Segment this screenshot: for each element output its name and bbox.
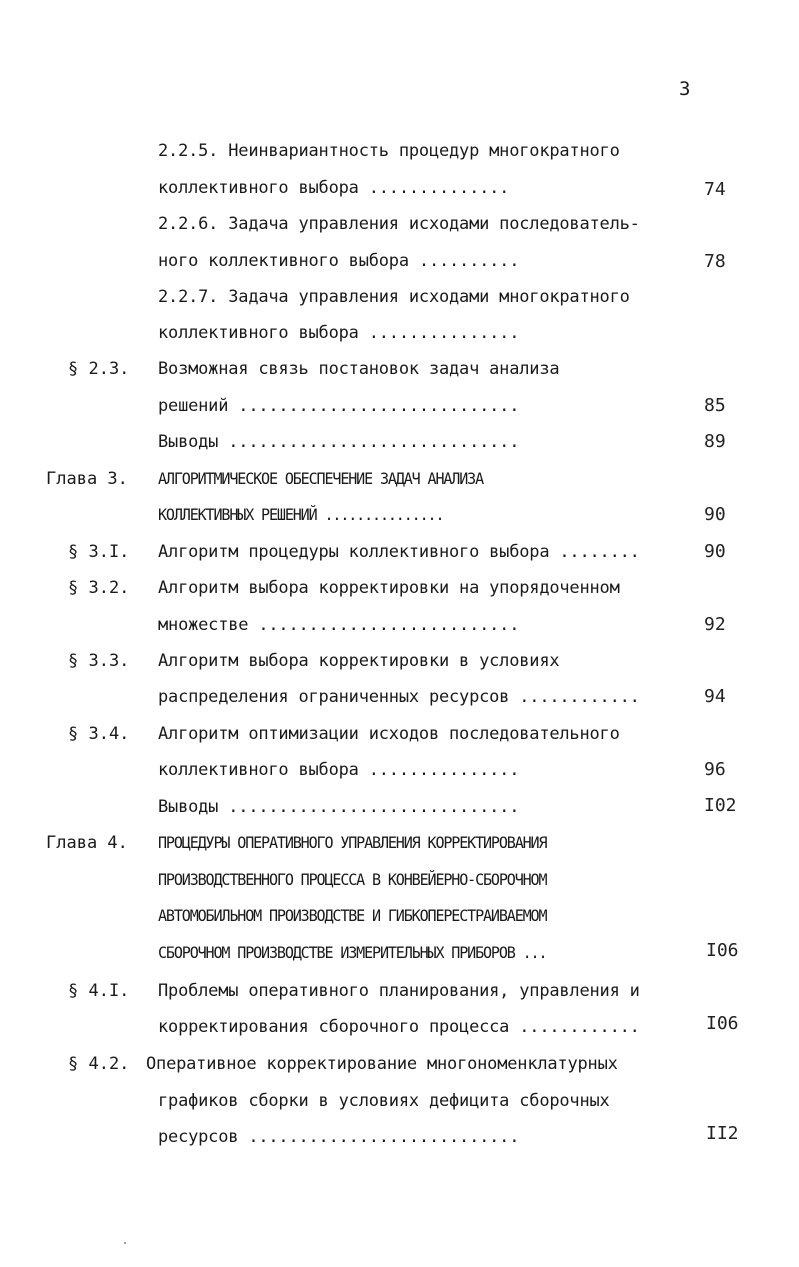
toc-label-chapter-4: Глава 4. [46, 833, 128, 853]
toc-entry-2-2-5-page: 74 [704, 179, 726, 200]
toc-entry-2-2-5-line-1: 2.2.5. Неинвариантность процедур многократного [158, 141, 620, 161]
toc-label-4-2: § 4.2. [68, 1054, 130, 1074]
toc-entry-3-4-line-2: коллективного выбора ............... [158, 760, 520, 780]
toc-label-3-4: § 3.4. [68, 724, 130, 744]
toc-entry-chapter-4-page: I06 [706, 940, 739, 961]
toc-entry-2-3-line-2: решений ............................ [158, 396, 520, 416]
toc-entry-conclusions-2-page: 89 [704, 431, 726, 452]
toc-entry-3-4-line-1: Алгоритм оптимизации исходов последовательного [158, 724, 620, 744]
toc-entry-chapter-4-line-1: ПРОЦЕДУРЫ ОПЕРАТИВНОГО УПРАВЛЕНИЯ КОРРЕКТИРОВАНИЯ [158, 833, 547, 852]
toc-entry-conclusions-2: Выводы ............................. [158, 432, 520, 452]
toc-entry-4-2-line-3: ресурсов ........................... [158, 1127, 520, 1147]
toc-entry-chapter-3-page: 90 [704, 504, 726, 525]
toc-label-chapter-3: Глава 3. [46, 469, 128, 489]
toc-entry-chapter-3-line-2: КОЛЛЕКТИВНЫХ РЕШЕНИЙ ............... [158, 505, 444, 524]
toc-entry-3-3-line-2: распределения ограниченных ресурсов ............ [158, 687, 640, 707]
toc-label-3-2: § 3.2. [68, 578, 130, 598]
toc-entry-3-4-page: 96 [704, 759, 726, 780]
page-number: 3 [679, 78, 691, 100]
toc-label-3-3: § 3.3. [68, 651, 130, 671]
toc-entry-2-3-line-1: Возможная связь постановок задач анализа [158, 359, 560, 379]
toc-entry-2-2-7-line-2: коллективного выбора ............... [158, 323, 520, 343]
toc-label-4-1: § 4.I. [68, 981, 130, 1001]
toc-entry-4-2-line-2: графиков сборки в условиях дефицита сборочных [158, 1091, 610, 1111]
toc-entry-4-2-line-1: Оперативное корректирование многономенклатурных [146, 1054, 618, 1074]
toc-entry-3-2-line-1: Алгоритм выбора корректировки на упорядоченном [158, 578, 620, 598]
toc-label-2-3: § 2.3. [68, 359, 130, 379]
toc-entry-2-2-6-page: 78 [704, 251, 726, 272]
toc-entry-chapter-4-line-2: ПРОИЗВОДСТВЕННОГО ПРОЦЕССА В КОНВЕЙЕРНО-СБОРОЧНОМ [158, 870, 547, 889]
toc-entry-chapter-4-line-4: СБОРОЧНОМ ПРОИЗВОДСТВЕ ИЗМЕРИТЕЛЬНЫХ ПРИБОРОВ ... [158, 943, 547, 962]
toc-entry-chapter-4-line-3: АВТОМОБИЛЬНОМ ПРОИЗВОДСТВЕ И ГИБКОПЕРЕСТРАИВАЕМОМ [158, 906, 547, 925]
toc-entry-4-2-page: II2 [706, 1123, 739, 1144]
scan-speck [124, 1242, 126, 1244]
toc-entry-2-3-page: 85 [704, 395, 726, 416]
toc-entry-4-1-page: I06 [706, 1013, 739, 1034]
toc-entry-3-2-page: 92 [704, 614, 726, 635]
toc-entry-2-2-5-line-2: коллективного выбора .............. [158, 178, 510, 198]
toc-entry-conclusions-3: Выводы ............................. [158, 797, 520, 817]
toc-entry-2-2-6-line-1: 2.2.6. Задача управления исходами последователь- [158, 214, 640, 234]
toc-label-3-1: § 3.I. [68, 542, 130, 562]
toc-entry-chapter-3-line-1: АЛГОРИТМИЧЕСКОЕ ОБЕСПЕЧЕНИЕ ЗАДАЧ АНАЛИЗА [158, 469, 484, 488]
toc-entry-conclusions-3-page: I02 [704, 795, 737, 816]
toc-entry-2-2-7-line-1: 2.2.7. Задача управления исходами многократного [158, 287, 630, 307]
toc-entry-4-1-line-1: Проблемы оперативного планирования, управления и [158, 981, 640, 1001]
toc-entry-4-1-line-2: корректирования сборочного процесса ............ [158, 1017, 640, 1037]
toc-entry-3-2-line-2: множестве .......................... [158, 615, 520, 635]
toc-entry-2-2-6-line-2: ного коллективного выбора .......... [158, 251, 520, 271]
toc-entry-3-1-line-1: Алгоритм процедуры коллективного выбора ........ [158, 542, 640, 562]
toc-entry-3-1-page: 90 [704, 541, 726, 562]
toc-entry-3-3-page: 94 [704, 686, 726, 707]
toc-entry-3-3-line-1: Алгоритм выбора корректировки в условиях [158, 651, 560, 671]
